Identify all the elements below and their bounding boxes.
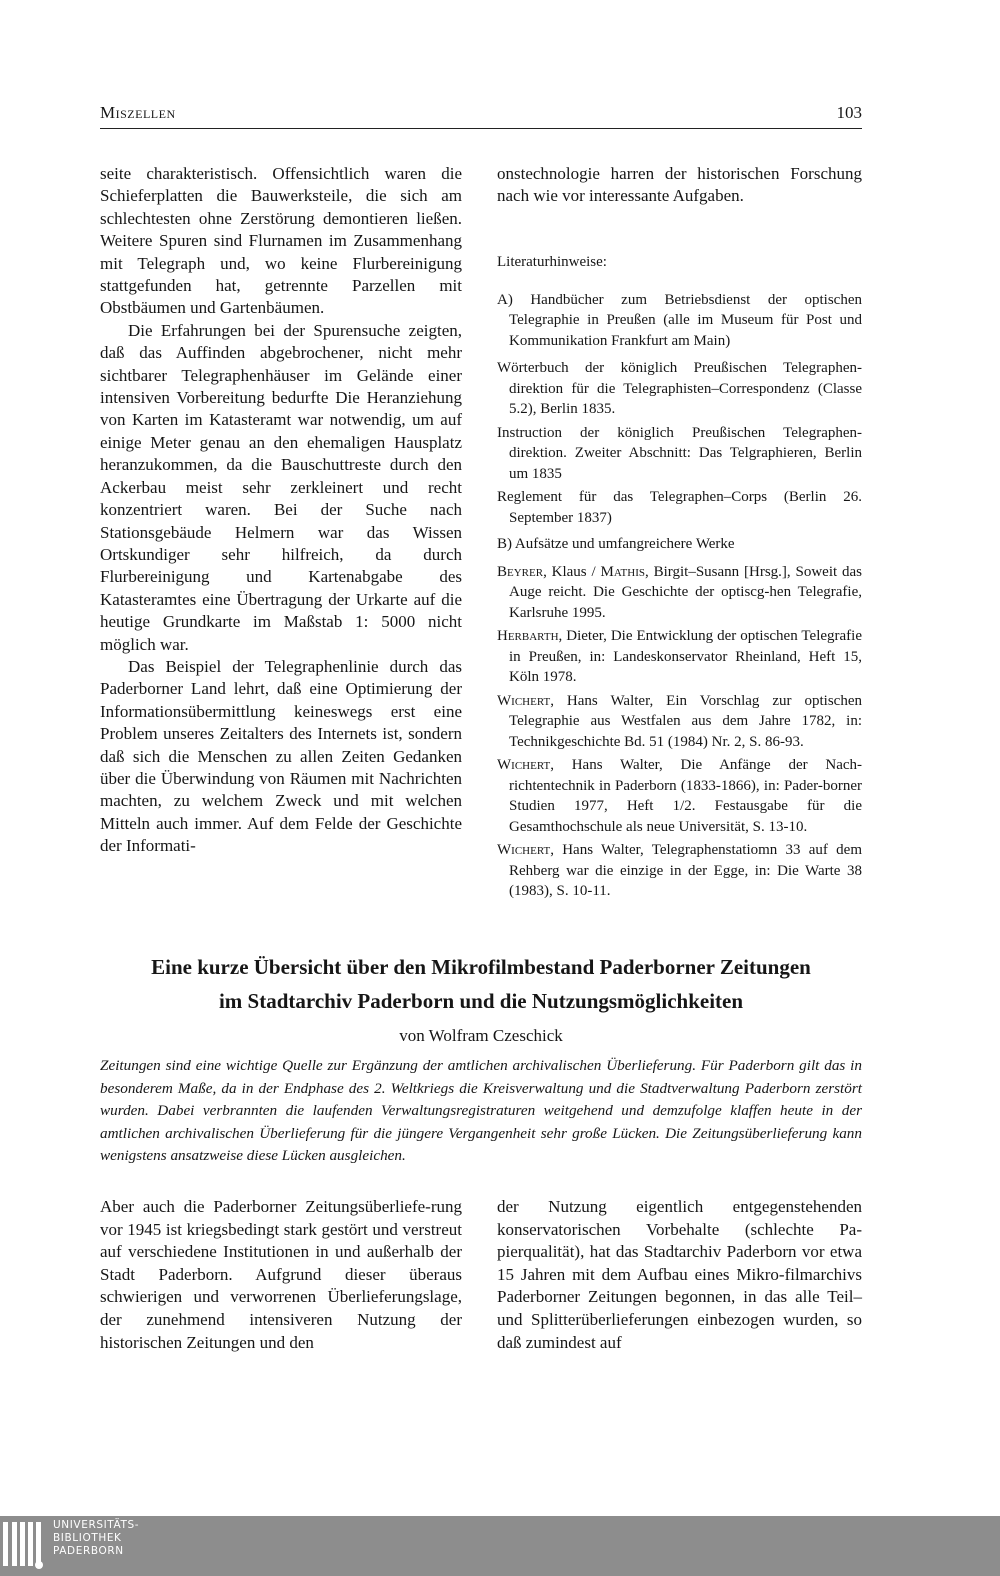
right-column-top [497, 163, 862, 905]
byline: von Wolfram Czeschick [399, 1026, 563, 1045]
literature-entry: Instruction der königlich Preußischen Telegraphen-direktion. Zweiter Abschnitt: Das Telgraphieren, Berlin um 1835 [497, 424, 862, 482]
article-title-line-1: Eine kurze Übersicht über den Mikrofilmbestand Paderborner Zeitungen [151, 955, 811, 979]
literature-entry [497, 626, 862, 688]
literature-entry [497, 691, 862, 753]
left-column-bottom [100, 1196, 462, 1354]
abstract: Zeitungen sind eine wichtige Quelle zur Ergänzung der amtlichen archivalischen Überlieferung. Für Paderborn gilt das in besonderem Maße, da in der Endphase des 2. Weltkriegs die Kreisverwaltung und die Stadtverwaltung Paderborn zerstört wurden. Dabei verbrannten die laufenden Verwaltungsregistraturen weitgehend und demzufolge klaffen heute in der amtlichen archivalischen Überlieferung für die jüngere Vergangenheit sehr große Lücken. Die Zeitungsüberlieferung kann wenigstens ansatzweise diese Lücken ausgleichen. [100, 1057, 862, 1165]
entry-author: Wichert [497, 692, 551, 709]
literature-entry: Reglement für das Telegraphen–Corps (Berlin 26. September 1837) [497, 489, 862, 526]
literature-entry [497, 840, 862, 902]
running-head [100, 100, 862, 129]
entry-text: , Klaus / [543, 563, 601, 580]
library-footer [0, 1516, 1000, 1576]
logo-dot-icon [35, 1561, 43, 1569]
logo-line: PADERBORN [53, 1545, 124, 1557]
page-number: 103 [836, 103, 862, 122]
entry-author: Herbarth [497, 628, 559, 645]
section-title-rest: iszellen [115, 103, 176, 122]
right-column-bottom [497, 1196, 862, 1354]
paragraph: Die Erfahrungen bei der Spurensuche zeigten, daß das Auffinden abgebrochener, nicht mehr sichtbarer Telegraphenhäuser im Gelände einer intensiven Vorbereitung bedurfte Die Heranziehung von Karten im Katasteramt war notwendig, um auf einige Meter genau an den ehemaligen Hausplatz heranzukommen, da die Bauschuttreste durch den Ackerbau meist sehr zerkleinert und recht konzentriert waren. Bei der Suche nach Stationsgebäude Helmern war das Wissen Ortskundiger sehr hilfreich, da durch Flurbereinigung und Kartenabgabe des Katasteramtes eine Übertragung der Urkarte auf die heutige Grundkarte im Maßstab 1: 5000 nicht möglich war. [100, 320, 462, 654]
literature-heading: Literaturhinweise: [497, 253, 607, 270]
literature-section-a: A) Handbücher zum Betriebsdienst der optischen Telegraphie in Preußen (alle im Museum für Post und Kommunikation Frankfurt am Main) [497, 291, 862, 349]
library-logo-text [53, 1519, 139, 1558]
section-title-initial: M [100, 103, 116, 122]
article-title-line-2: im Stadtarchiv Paderborn und die Nutzungsmöglichkeiten [218, 989, 744, 1013]
literature-entry [497, 562, 862, 624]
entry-author: Wichert [497, 757, 551, 774]
entry-text: , Hans Walter, Die Anfänge der Nach-richtentechnik in Paderborn (1833-1866), in: Pader-borner Studien 1977, Heft 1/2. Festausgabe für die Gesamthochschule als neue Universität, S. 13-10. [509, 757, 862, 835]
entry-text: , Dieter, Die Entwicklung der optischen Telegrafie in Preußen, in: Landeskonservator Rheinland, Heft 15, Köln 1978. [509, 628, 862, 686]
paragraph: der Nutzung eigentlich entgegenstehenden konservatorischen Vorbehalte (schlechte Pa-pierqualität), hat das Stadtarchiv Paderborn vor etwa 15 Jahren mit dem Aufbau eines Mikro-filmarchivs Paderborner Zeitungen begonnen, in das alle Teil– und Splitterüberlieferungen einbezogen wurden, so daß zumindest auf [497, 1197, 862, 1352]
literature-entry [497, 755, 862, 837]
literature-entry: Wörterbuch der königlich Preußischen Telegraphen-direktion für die Telegraphisten–Correspondenz (Classe 5.2), Berlin 1835. [497, 360, 862, 418]
section-title [100, 103, 176, 123]
article-title [100, 950, 862, 1018]
paragraph-continuation: onstechnologie harren der historischen Forschung nach wie vor interessante Aufgaben. [497, 164, 862, 206]
entry-author: Wichert [497, 842, 551, 859]
paragraph: Aber auch die Paderborner Zeitungsüberliefe-rung vor 1945 ist kriegsbedingt stark gestört und verstreut auf verschiedene Institutionen in und außerhalb der Stadt Paderborn. Aufgrund dieser überaus schwierigen und verworrenen Überlieferungslage, der zunehmend intensiveren Nutzung der historischen Zeitungen und den [100, 1197, 462, 1352]
paragraph: Das Beispiel der Telegraphenlinie durch das Paderborner Land lehrt, daß eine Optimierung der Informationsübermittlung keineswegs erst eine Problem unseres Zeitalters des Internets ist, sondern daß sich die Menschen zu allen Zeiten Gedanken über die Überwindung von Räumen mit Nachrichten machten, zu welchem Zweck und mit welchen Mitteln auch immer. Auf dem Felde der Geschichte der Informati- [100, 656, 462, 856]
entry-author: Beyrer [497, 563, 544, 580]
entry-text-2: , Birgit–Susann [Hrsg.], Soweit das Auge reicht. Die Geschichte der optiscg-hen Telegrafie, Karlsruhe 1995. [509, 563, 863, 621]
entry-text: , Hans Walter, Telegraphenstatiomn 33 auf dem Rehberg war die einzige in der Egge, in: Die Warte 38 (1983), S. 10-11. [509, 842, 862, 900]
logo-line: UNIVERSITÄTS- [53, 1519, 140, 1531]
literature-section-b: B) Aufsätze und umfangreichere Werke [497, 536, 735, 553]
left-column-top [100, 163, 462, 858]
logo-line: BIBLIOTHEK [53, 1532, 122, 1544]
entry-author-2: Mathis [600, 563, 646, 580]
paragraph: seite charakteristisch. Offensichtlich waren die Schieferplatten die Bauwerksteile, die sich am schlechtesten ohne Zerstörung demontieren ließen. Weitere Spuren sind Flurnamen im Zusammenhang mit Telegraph und, wo keine Flurbereinigung stattgefunden hat, getrennte Parzellen mit Obstbäumen und Gartenbäumen. [100, 164, 462, 318]
entry-text: , Hans Walter, Ein Vorschlag zur optischen Telegraphie aus Westfalen aus dem Jahre 1782, in: Technikgeschichte Bd. 51 (1984) Nr. 2, S. 86-93. [509, 692, 862, 750]
